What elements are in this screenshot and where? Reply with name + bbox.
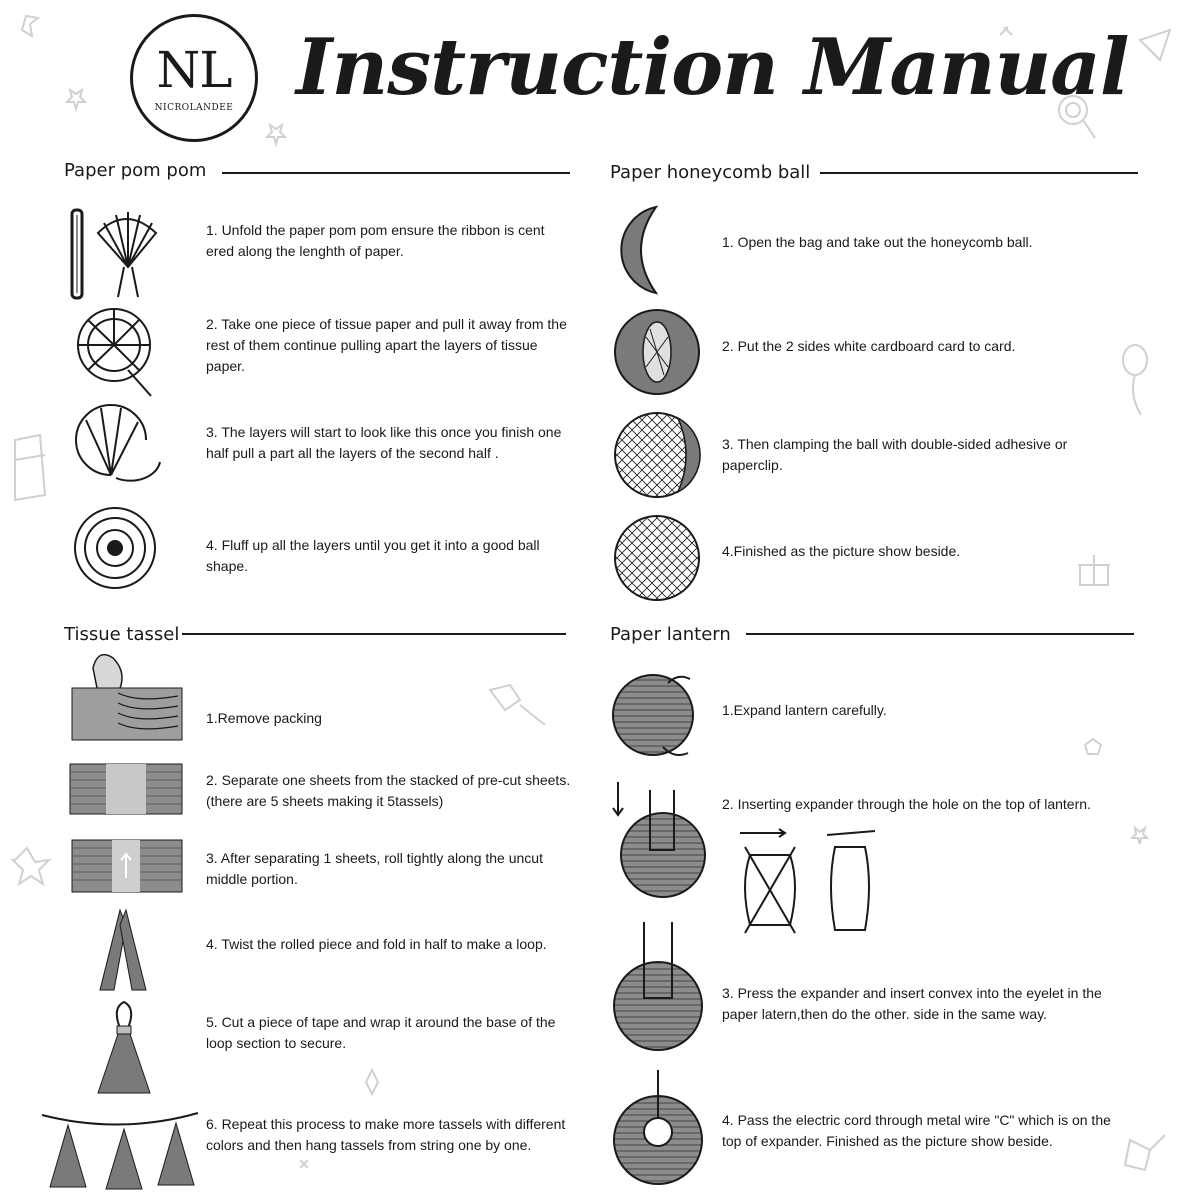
tassel-step-2: 2. Separate one sheets from the stacked of pre-cut sheets.(there are 5 sheets making it 5tassels): [206, 772, 571, 809]
tassel-step-1: 1.Remove packing: [206, 710, 322, 726]
section-title-lantern: Paper lantern: [610, 624, 731, 645]
section-title-tassel: Tissue tassel: [64, 624, 180, 645]
lantern-step-2: 2. Inserting expander through the hole on the top of lantern.: [722, 796, 1091, 812]
pompom-step-2: 2. Take one piece of tissue paper and pull it away from the rest of them continue pulling apart the layers of tissue paper.: [206, 316, 567, 374]
logo-brand-name: NICROLANDEE: [154, 103, 234, 113]
honeycomb-step-1: 1. Open the bag and take out the honeycomb ball.: [722, 234, 1033, 250]
section-rule: [182, 633, 566, 635]
honeycomb-open-illustration: [612, 307, 702, 397]
tassel-step-5: 5. Cut a piece of tape and wrap it around the base of the loop section to secure.: [206, 1014, 556, 1051]
section-rule: [746, 633, 1134, 635]
logo-monogram: NL: [156, 41, 232, 99]
section-rule: [222, 172, 570, 174]
honeycomb-step-4: 4.Finished as the picture show beside.: [722, 543, 961, 559]
lantern-step-3: 3. Press the expander and insert convex into the eyelet in the paper latern,then do the other. side in the same way.: [722, 985, 1102, 1022]
lantern-expander-diagram: [735, 825, 895, 940]
lantern-step-1: 1.Expand lantern carefully.: [722, 702, 887, 718]
tassel-step-6: 6. Repeat this process to make more tassels with different colors and then hang tassels from string one by one.: [206, 1116, 566, 1153]
pompom-folded-illustration: [66, 205, 186, 300]
lantern-step-4: 4. Pass the electric cord through metal wire "C" which is on the top of expander. Finished as the picture show beside.: [722, 1112, 1111, 1149]
honeycomb-clamp-illustration: [612, 410, 702, 500]
honeycomb-step-3: 3. Then clamping the ball with double-sided adhesive or paperclip.: [722, 436, 1068, 473]
tassel-step-4: 4. Twist the rolled piece and fold in half to make a loop.: [206, 936, 547, 952]
section-title-pompom: Paper pom pom: [64, 160, 207, 181]
tassel-sheets-illustration: [68, 762, 188, 817]
pompom-ball-illustration: [70, 503, 160, 593]
pompom-step-1: 1. Unfold the paper pom pom ensure the ribbon is cent ered along the lenghth of paper.: [206, 222, 545, 259]
pompom-half-illustration: [66, 400, 166, 490]
tassel-garland-illustration: [40, 1105, 200, 1190]
tassel-package-illustration: [68, 648, 188, 743]
pompom-fan-illustration: [66, 300, 166, 400]
tassel-step-3: 3. After separating 1 sheets, roll tightly along the uncut middle portion.: [206, 850, 543, 887]
tassel-taped-illustration: [90, 998, 170, 1098]
lantern-finished-illustration: [608, 1070, 708, 1190]
honeycomb-half-illustration: [612, 205, 662, 295]
pompom-step-4: 4. Fluff up all the layers until you get it into a good ball shape.: [206, 537, 540, 574]
tassel-loop-illustration: [90, 905, 170, 995]
honeycomb-ball-illustration: [612, 513, 702, 603]
section-rule: [820, 172, 1138, 174]
section-title-honeycomb: Paper honeycomb ball: [610, 162, 811, 183]
pompom-step-3: 3. The layers will start to look like this once you finish one half pull a part all the layers of the second half .: [206, 424, 562, 461]
honeycomb-step-2: 2. Put the 2 sides white cardboard card to card.: [722, 338, 1016, 354]
lantern-expand-illustration: [608, 665, 708, 765]
tassel-roll-illustration: [68, 838, 188, 898]
page-title: Instruction Manual: [296, 22, 1129, 113]
lantern-insert-illustration: [608, 780, 708, 900]
lantern-press-illustration: [608, 918, 708, 1058]
